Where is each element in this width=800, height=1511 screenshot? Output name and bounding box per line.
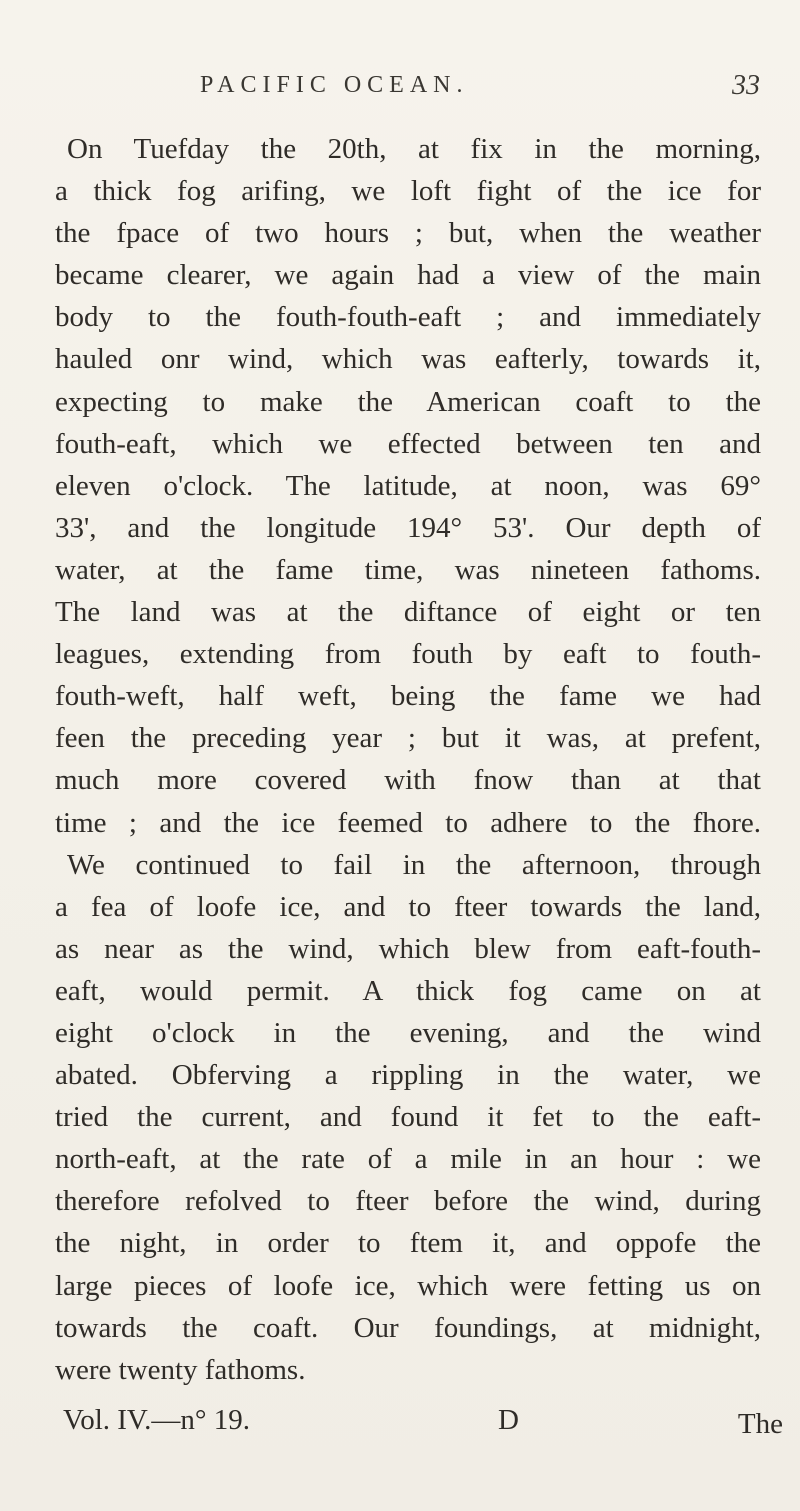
text-line: leagues, extending from fouth by eaft to fouth- — [55, 638, 761, 671]
text-line: water, at the fame time, was nineteen fathoms. — [55, 553, 761, 586]
text-line: large pieces of loofe ice, which were fetting us on — [55, 1269, 761, 1302]
text-line: fouth-weft, half weft, being the fame we had — [55, 680, 761, 713]
text-line: fouth-eaft, which we effected between ten and — [55, 427, 761, 460]
text-line: towards the coaft. Our foundings, at midnight, — [55, 1311, 761, 1344]
text-line: hauled onr wind, which was eafterly, towards it, — [55, 343, 761, 376]
signature-mark: D — [498, 1404, 519, 1436]
text-line: 33', and the longitude 194° 53'. Our depth of — [55, 511, 761, 544]
text-line: a fea of loofe ice, and to fteer towards the land, — [55, 890, 761, 923]
text-line: time ; and the ice feemed to adhere to the fhore. — [55, 806, 761, 839]
text-line: The land was at the diftance of eight or ten — [55, 596, 761, 629]
body-text — [55, 128, 761, 1391]
page-header — [200, 72, 760, 112]
text-line: the fpace of two hours ; but, when the weather — [55, 217, 761, 250]
text-line: the night, in order to ftem it, and oppofe the — [55, 1227, 761, 1260]
text-line: body to the fouth-fouth-eaft ; and immediately — [55, 301, 761, 334]
volume-number: Vol. IV.—n° 19. — [63, 1404, 250, 1436]
text-line: became clearer, we again had a view of the main — [55, 259, 761, 292]
text-line: tried the current, and found it fet to the eaft- — [55, 1101, 761, 1134]
page-footer — [63, 1404, 783, 1452]
text-line: therefore refolved to fteer before the wind, during — [55, 1185, 761, 1218]
text-line: were twenty fathoms. — [55, 1353, 306, 1386]
running-head: PACIFIC OCEAN. — [200, 72, 469, 98]
text-line: feen the preceding year ; but it was, at prefent, — [55, 722, 761, 755]
page-number: 33 — [732, 70, 760, 101]
text-line: On Tuefday the 20th, at fix in the morning, — [67, 133, 761, 165]
text-line: eight o'clock in the evening, and the wind — [55, 1016, 761, 1049]
text-line: expecting to make the American coaft to the — [55, 385, 761, 418]
catchword: The — [737, 1408, 783, 1440]
text-line: a thick fog arifing, we loft fight of the ice for — [55, 175, 761, 208]
text-line: eleven o'clock. The latitude, at noon, was 69° — [55, 469, 761, 502]
text-line: as near as the wind, which blew from eaft-fouth- — [55, 932, 761, 965]
text-line: north-eaft, at the rate of a mile in an hour : we — [55, 1143, 761, 1176]
text-line: eaft, would permit. A thick fog came on at — [55, 974, 761, 1007]
text-line: abated. Obferving a rippling in the water, we — [55, 1059, 761, 1092]
text-line: We continued to fail in the afternoon, through — [67, 848, 761, 881]
text-line: much more covered with fnow than at that — [55, 764, 761, 797]
